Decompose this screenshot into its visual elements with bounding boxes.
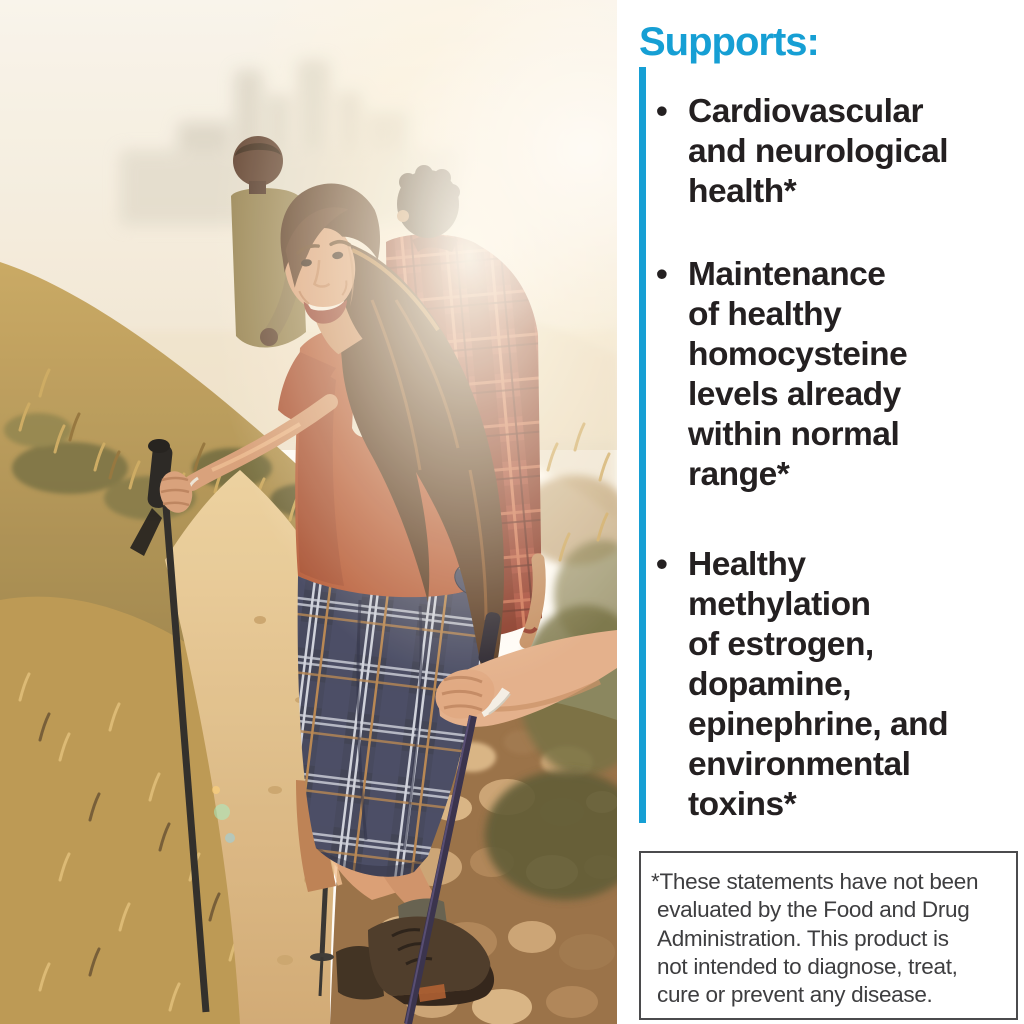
benefit-line: of estrogen, (688, 626, 874, 663)
benefit-line: and neurological (688, 133, 949, 170)
benefit-line: epinephrine, and (688, 706, 949, 743)
benefit-line: Maintenance (688, 256, 886, 293)
disclaimer-line: cure or prevent any disease. (657, 982, 933, 1008)
benefit-line: methylation (688, 586, 871, 623)
bullet-marker: • (656, 93, 668, 130)
bullet-marker: • (656, 546, 668, 583)
benefit-line: levels already (688, 376, 901, 413)
benefit-line: of healthy (688, 296, 842, 333)
benefit-line: environmental (688, 746, 911, 783)
benefit-methylation (656, 545, 1016, 825)
benefit-text (688, 92, 948, 212)
benefit-line: homocysteine (688, 336, 908, 373)
benefit-line: health* (688, 173, 797, 210)
fda-disclaimer-box (639, 851, 1018, 1020)
benefit-line: range* (688, 456, 790, 493)
benefit-line: dopamine, (688, 666, 852, 703)
benefit-line: toxins* (688, 786, 797, 823)
benefits-list (656, 92, 1016, 825)
benefit-line: Cardiovascular (688, 93, 924, 130)
disclaimer-line: *These statements have not been (651, 869, 979, 894)
benefit-line: Healthy (688, 546, 806, 583)
benefit-line: within normal (688, 416, 900, 453)
accent-bar (639, 67, 646, 823)
disclaimer-line: Administration. This product is (657, 925, 949, 951)
bullet-marker: • (656, 256, 668, 293)
disclaimer-line: evaluated by the Food and Drug (657, 897, 970, 923)
supports-heading: Supports: (639, 20, 819, 64)
benefit-text (688, 255, 907, 495)
benefit-cardiovascular (656, 92, 1016, 212)
lens-flare (214, 804, 230, 820)
disclaimer-line: not intended to diagnose, treat, (657, 953, 958, 979)
benefit-homocysteine (656, 255, 1016, 495)
benefit-text (688, 545, 948, 825)
